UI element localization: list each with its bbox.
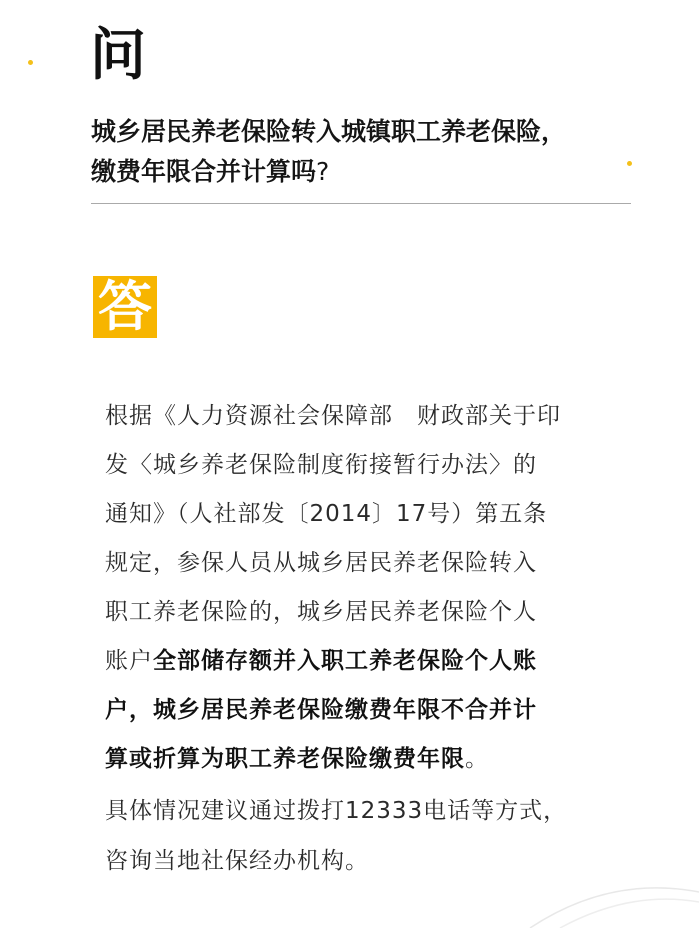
divider xyxy=(91,203,631,204)
question-mark-logo: 问 xyxy=(90,22,144,88)
contact-line-1: 具体情况建议通过拨打12333电话等方式， xyxy=(105,798,568,824)
answer-line-6-normal: 账户 xyxy=(105,648,153,674)
decorative-dot-left xyxy=(28,60,33,65)
answer-line-8 xyxy=(105,735,625,784)
question-line-2-text: 缴费年限合并计算吗 xyxy=(91,157,317,186)
answer-body xyxy=(105,392,625,884)
question-line-2 xyxy=(91,152,651,192)
answer-line-8-end: 。 xyxy=(465,746,489,772)
answer-line-8-bold: 算或折算为职工养老保险缴费年限 xyxy=(105,746,465,772)
decorative-arcs xyxy=(520,880,699,928)
answer-line-7-bold: 户，城乡居民养老保险缴费年限不合并计 xyxy=(105,697,537,723)
answer-line-4: 规定，参保人员从城乡居民养老保险转入 xyxy=(105,550,537,576)
answer-line-5: 职工养老保险的，城乡居民养老保险个人 xyxy=(105,599,537,625)
answer-line-6-bold: 全部储存额并入职工养老保险个人账 xyxy=(153,648,537,674)
answer-line-3: 通知》（人社部发〔2014〕17号）第五条 xyxy=(105,501,548,527)
contact-line-2: 咨询当地社保经办机构。 xyxy=(105,848,369,874)
answer-mark-logo: 答 xyxy=(93,276,157,338)
question-title xyxy=(91,112,651,192)
answer-line-1: 根据《人力资源社会保障部 财政部关于印 xyxy=(105,403,561,429)
answer-line-6 xyxy=(105,637,625,686)
answer-line-2: 发〈城乡养老保险制度衔接暂行办法〉的 xyxy=(105,452,537,478)
answer-line-7 xyxy=(105,686,625,735)
question-line-1: 城乡居民养老保险转入城镇职工养老保险， xyxy=(91,117,567,146)
question-qmark: ? xyxy=(316,157,330,186)
